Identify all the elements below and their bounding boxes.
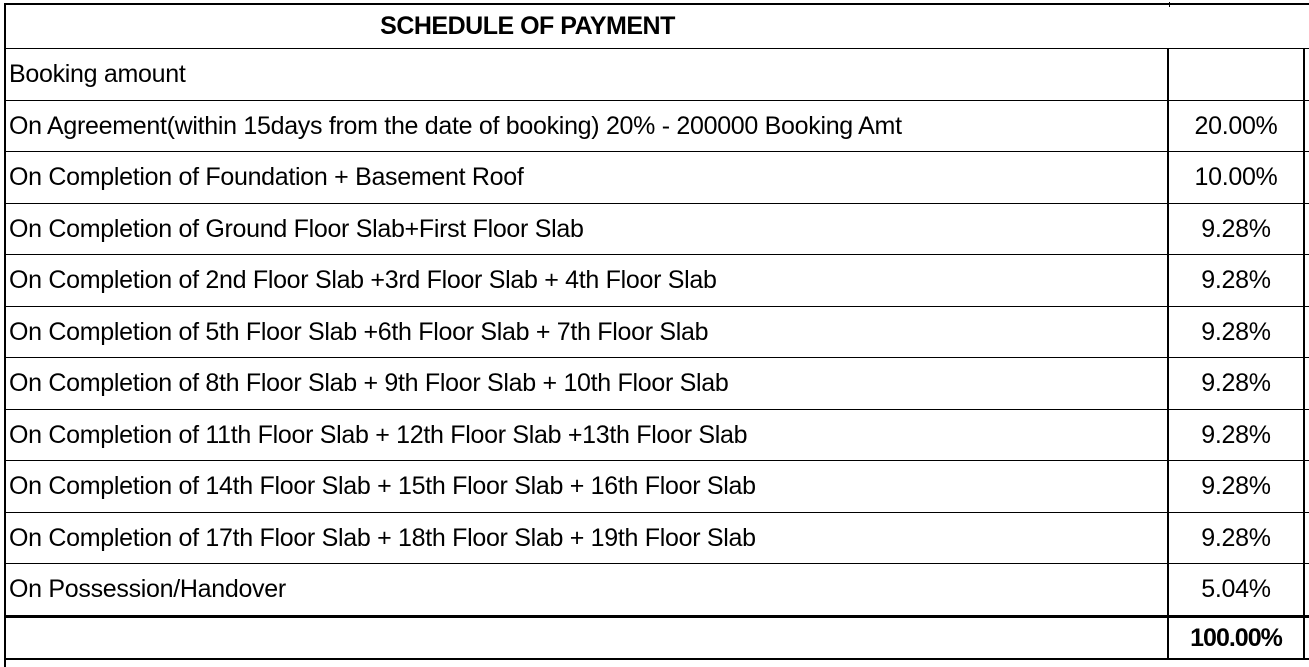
payment-schedule-table — [4, 3, 1309, 667]
row-percent: 9.28% — [1169, 513, 1305, 564]
total-percent: 100.00% — [1169, 618, 1305, 658]
row-percent: 9.28% — [1169, 358, 1305, 409]
row-description: On Completion of 8th Floor Slab + 9th Floor Slab + 10th Floor Slab — [6, 358, 1169, 409]
row-description: On Completion of 5th Floor Slab +6th Floor Slab + 7th Floor Slab — [6, 307, 1169, 358]
table-row — [6, 461, 1309, 513]
row-description: On Completion of Foundation + Basement Roof — [6, 152, 1169, 203]
row-description: On Completion of 11th Floor Slab + 12th Floor Slab +13th Floor Slab — [6, 410, 1169, 461]
row-percent: 5.04% — [1169, 564, 1305, 615]
table-row — [6, 307, 1309, 359]
table-row — [6, 49, 1309, 101]
table-row — [6, 564, 1309, 616]
row-description: On Completion of Ground Floor Slab+First Floor Slab — [6, 204, 1169, 255]
table-row — [6, 410, 1309, 462]
table-row — [6, 255, 1309, 307]
table-row — [6, 204, 1309, 256]
row-percent: 9.28% — [1169, 255, 1305, 306]
row-percent: 9.28% — [1169, 204, 1305, 255]
table-row — [6, 152, 1309, 204]
row-percent: 10.00% — [1169, 152, 1305, 203]
row-percent — [1169, 49, 1305, 100]
row-percent: 20.00% — [1169, 101, 1305, 152]
row-percent: 9.28% — [1169, 461, 1305, 512]
row-description: On Completion of 17th Floor Slab + 18th Floor Slab + 19th Floor Slab — [6, 513, 1169, 564]
row-description: Booking amount — [6, 49, 1169, 100]
total-description — [6, 618, 1169, 658]
row-description: On Completion of 2nd Floor Slab +3rd Floor Slab + 4th Floor Slab — [6, 255, 1169, 306]
total-row — [6, 616, 1309, 660]
table-row — [6, 358, 1309, 410]
row-percent: 9.28% — [1169, 307, 1305, 358]
table-row — [6, 513, 1309, 565]
row-description: On Agreement(within 15days from the date of booking) 20% - 200000 Booking Amt — [6, 101, 1169, 152]
row-percent: 9.28% — [1169, 410, 1305, 461]
table-row — [6, 101, 1309, 153]
row-description: On Completion of 14th Floor Slab + 15th Floor Slab + 16th Floor Slab — [6, 461, 1169, 512]
table-body — [6, 49, 1309, 660]
table-title: SCHEDULE OF PAYMENT — [380, 12, 675, 40]
row-description: On Possession/Handover — [6, 564, 1169, 615]
table-title-row — [6, 5, 1309, 49]
